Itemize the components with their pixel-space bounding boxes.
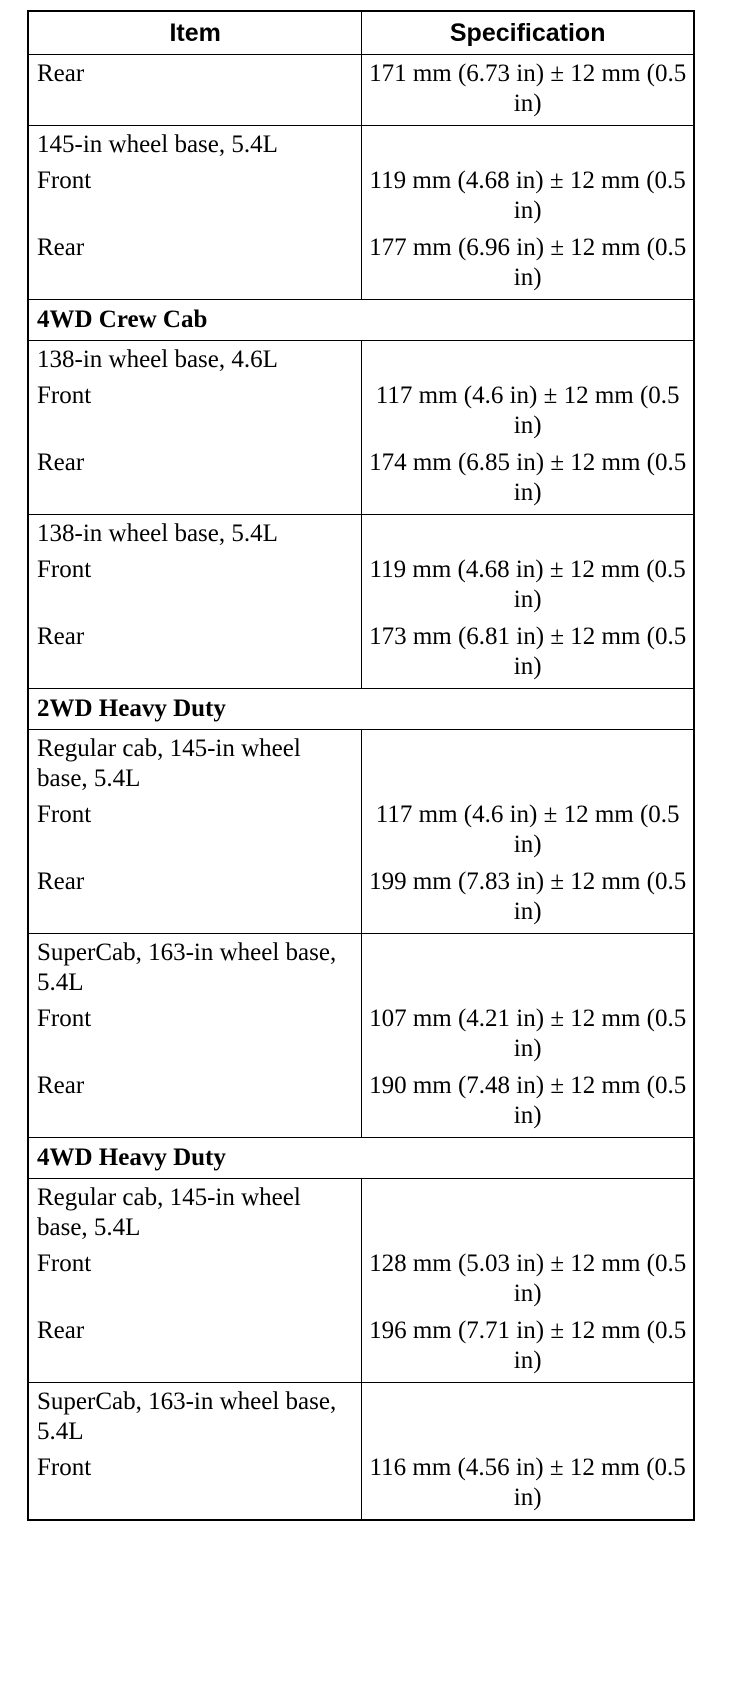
table-row bbox=[28, 341, 694, 378]
table-row bbox=[28, 1312, 694, 1383]
spec-cell: 116 mm (4.56 in) ± 12 mm (0.5 in) bbox=[362, 1449, 694, 1520]
spec-cell: 117 mm (4.6 in) ± 12 mm (0.5 in) bbox=[362, 377, 694, 444]
item-cell: Rear bbox=[28, 618, 362, 689]
item-cell: Front bbox=[28, 162, 362, 229]
table-row bbox=[28, 796, 694, 863]
table-row bbox=[28, 730, 694, 797]
item-cell: SuperCab, 163-in wheel base, 5.4L bbox=[28, 934, 362, 1001]
table-row bbox=[28, 1245, 694, 1312]
table-row bbox=[28, 934, 694, 1001]
section-heading: 4WD Crew Cab bbox=[28, 300, 694, 341]
section-heading: 2WD Heavy Duty bbox=[28, 689, 694, 730]
table-row bbox=[28, 1067, 694, 1138]
item-cell: 138-in wheel base, 5.4L bbox=[28, 515, 362, 552]
item-cell: Rear bbox=[28, 55, 362, 126]
section-row bbox=[28, 300, 694, 341]
specification-column-header: Specification bbox=[362, 11, 694, 55]
item-cell: Rear bbox=[28, 444, 362, 515]
table-row bbox=[28, 1449, 694, 1520]
item-cell: Front bbox=[28, 796, 362, 863]
item-cell: Rear bbox=[28, 229, 362, 300]
table-row bbox=[28, 1383, 694, 1450]
table-row bbox=[28, 162, 694, 229]
item-cell: Front bbox=[28, 1000, 362, 1067]
table-row bbox=[28, 377, 694, 444]
header-row bbox=[28, 11, 694, 55]
spec-cell: 196 mm (7.71 in) ± 12 mm (0.5 in) bbox=[362, 1312, 694, 1383]
spec-cell: 119 mm (4.68 in) ± 12 mm (0.5 in) bbox=[362, 162, 694, 229]
section-row bbox=[28, 689, 694, 730]
table-row bbox=[28, 126, 694, 163]
item-column-header: Item bbox=[28, 11, 362, 55]
item-cell: Rear bbox=[28, 863, 362, 934]
spec-cell: 173 mm (6.81 in) ± 12 mm (0.5 in) bbox=[362, 618, 694, 689]
spec-cell: 174 mm (6.85 in) ± 12 mm (0.5 in) bbox=[362, 444, 694, 515]
item-cell: Front bbox=[28, 1449, 362, 1520]
spec-cell: 119 mm (4.68 in) ± 12 mm (0.5 in) bbox=[362, 551, 694, 618]
spec-cell bbox=[362, 515, 694, 552]
spec-cell: 128 mm (5.03 in) ± 12 mm (0.5 in) bbox=[362, 1245, 694, 1312]
spec-cell: 117 mm (4.6 in) ± 12 mm (0.5 in) bbox=[362, 796, 694, 863]
item-cell: SuperCab, 163-in wheel base, 5.4L bbox=[28, 1383, 362, 1450]
table-row bbox=[28, 863, 694, 934]
table-row bbox=[28, 229, 694, 300]
item-cell: Front bbox=[28, 1245, 362, 1312]
section-heading: 4WD Heavy Duty bbox=[28, 1138, 694, 1179]
table-row bbox=[28, 1000, 694, 1067]
spec-cell bbox=[362, 934, 694, 1001]
item-cell: Regular cab, 145-in wheel base, 5.4L bbox=[28, 1179, 362, 1246]
specification-table bbox=[27, 10, 695, 1521]
spec-cell: 177 mm (6.96 in) ± 12 mm (0.5 in) bbox=[362, 229, 694, 300]
table-row bbox=[28, 551, 694, 618]
spec-cell: 171 mm (6.73 in) ± 12 mm (0.5 in) bbox=[362, 55, 694, 126]
spec-cell bbox=[362, 341, 694, 378]
section-row bbox=[28, 1138, 694, 1179]
item-cell: Regular cab, 145-in wheel base, 5.4L bbox=[28, 730, 362, 797]
table-row bbox=[28, 1179, 694, 1246]
spec-cell bbox=[362, 730, 694, 797]
item-cell: Front bbox=[28, 551, 362, 618]
spec-cell bbox=[362, 1383, 694, 1450]
table-row bbox=[28, 444, 694, 515]
spec-cell: 107 mm (4.21 in) ± 12 mm (0.5 in) bbox=[362, 1000, 694, 1067]
spec-cell: 190 mm (7.48 in) ± 12 mm (0.5 in) bbox=[362, 1067, 694, 1138]
spec-cell bbox=[362, 1179, 694, 1246]
item-cell: Front bbox=[28, 377, 362, 444]
item-cell: 145-in wheel base, 5.4L bbox=[28, 126, 362, 163]
table-row bbox=[28, 55, 694, 126]
item-cell: 138-in wheel base, 4.6L bbox=[28, 341, 362, 378]
table-row bbox=[28, 515, 694, 552]
item-cell: Rear bbox=[28, 1067, 362, 1138]
spec-cell: 199 mm (7.83 in) ± 12 mm (0.5 in) bbox=[362, 863, 694, 934]
table-row bbox=[28, 618, 694, 689]
spec-cell bbox=[362, 126, 694, 163]
item-cell: Rear bbox=[28, 1312, 362, 1383]
